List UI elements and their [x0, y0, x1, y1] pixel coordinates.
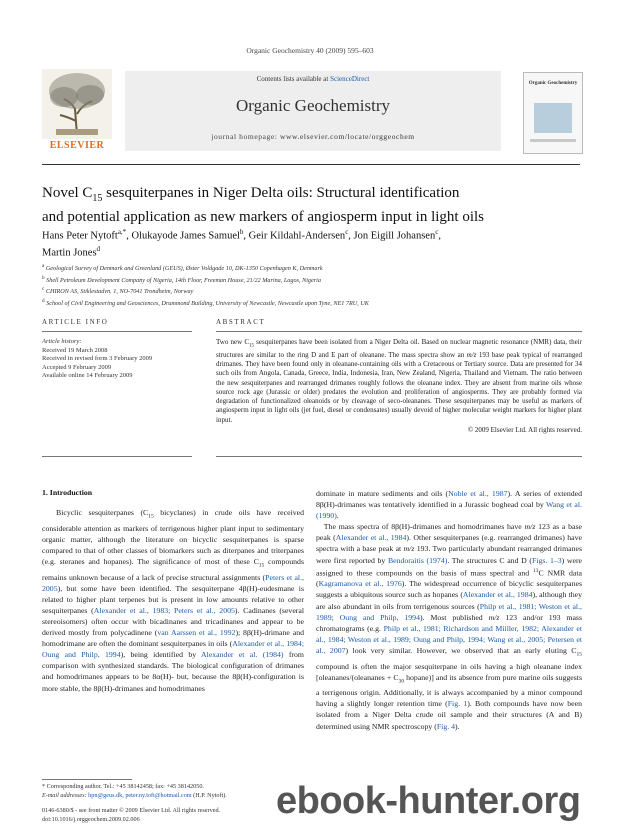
italic-term: m/z [403, 544, 415, 554]
body-text: The mass spectra of 8β(H)-drimanes and homodrimanes have [316, 522, 525, 532]
front-matter-footer [42, 807, 304, 824]
body-text: ) were assigned to these compounds on the basis of mass spectral and [316, 555, 583, 578]
revised-date: Received in revised form 3 February 2009 [42, 355, 153, 363]
abstract-part: 193 base peak typical of rearranged drimanes. They have been found only in oleanane-containing oils with a Cretaceous or Tertiary source. Data are presented for 34 such oils from Angola, Canada, Greece, India, Indonesia, Iran, New Zealand, Nigeria, Thailand and Vietnam. The ratio between the new sesquiterpanes and rearranged drimanes roughly follows the oleanane index. They are absent from marine oils whose source rock age (Jurassic or older) predates the evolution and proliferation of angiosperms. They are probably formed via degradation of functionalized oleanoids or by cleavage of seco-oleananes. These sesquiterpanes may be useful as markers of angiosperm input in light oils (jet fuel, diesel or condensates) usually devoid of higher molecular weight markers for higher plant input. [216, 350, 582, 424]
doi-line[interactable]: doi:10.1016/j.orggeochem.2009.02.006 [42, 815, 140, 823]
citation-link[interactable]: Alexander et al., 1984 [462, 590, 533, 600]
body-text: ). Most published [419, 612, 489, 622]
body-text: ), but some have been identified. The sesquiterpane 4β(H)-eudesmane is related to higher plant terpenes but is present in low amounts relative to other sesquiterpanes ( [42, 583, 304, 615]
body-text: ). Both compounds have now been isolated from a Niger Delta crude oil sample and their structures (A and B) determined using NMR spectroscopy ( [316, 699, 582, 731]
abstract-rule [216, 331, 582, 332]
abstract-subscript: 15 [249, 343, 255, 349]
affiliation-mark: b [42, 274, 45, 281]
affiliation-text: Geological Survey of Denmark and Greenland (GEUS), Øster Voldgade 10, DK-1350 Copenhagen K, Denmark [44, 265, 323, 273]
author-name: Hans Peter Nytoft [42, 230, 118, 242]
online-date: Available online 14 February 2009 [42, 372, 133, 380]
body-text: . The structures C and D ( [447, 555, 532, 565]
cover-title: Organic Geochemistry [528, 81, 578, 86]
affiliation-text: Shell Petroleum Development Company of Nigeria, 14th Floor, Freeman House, 21/22 Marina, Lagos, Nigeria [44, 276, 321, 284]
author-affiliation-mark: d [96, 244, 101, 253]
body-text: ). Other sesquiterpanes (e.g. rearranged drimanes) have spectra with a base peak at [316, 533, 582, 554]
body-text: ). [455, 721, 460, 731]
affiliation-text: CHIRON AS, Stiklestadvn. 1, NO-7041 Trondheim, Norway [44, 288, 194, 296]
author-name: Jon Eigill Johansen [353, 230, 436, 242]
body-text: C NMR data ( [316, 568, 582, 589]
article-info-rule [42, 331, 192, 332]
journal-homepage [125, 132, 501, 141]
author-affiliation-mark: a,* [117, 228, 127, 236]
contents-prefix: Contents lists available at [256, 75, 331, 83]
author-name: Geir Kildahl-Andersen [248, 230, 346, 242]
article-history [42, 338, 192, 381]
citation-link[interactable]: van Aarssen et al., 1992 [157, 628, 236, 638]
citation-link[interactable]: Fig. 4 [436, 721, 456, 731]
abstract-part: sesquiterpanes have been isolated from a Niger Delta oil. Based on nuclear magnetic resonance (NMR) data, their structures are similar to the ring D and E part of oleanane. The mass spectra show an [216, 338, 582, 359]
citation-link[interactable]: Peters et al., 2005 [42, 572, 305, 593]
body-text: bicyclanes) in crude oils have received considerable attention as markers of terrigenous higher plant input to sedimentary organic matter, although the literature on bicyclic sesquiterpanes is sparse compared to that of other classes of biomarkers such as diterpanes and triterpanes (e.g. steranes and hopanes). The significance of most of these C [42, 508, 304, 566]
affiliation-mark: a [42, 263, 45, 269]
affiliation-list [42, 262, 582, 308]
journal-reference: Organic Geochemistry 40 (2009) 595–603 [246, 46, 374, 55]
subscript: 15 [576, 651, 582, 658]
citation-link[interactable]: Alexander et al., 1984; Oung and Philp, 1994 [42, 639, 304, 660]
subscript: 15 [258, 562, 265, 569]
introduction-heading: 1. Introduction [42, 488, 93, 497]
intro-left-column [42, 507, 304, 694]
body-text: Bicyclic sesquiterpanes (C [56, 508, 149, 517]
citation-link[interactable]: Philp et al., 1981; Weston et al., 1989; Oung and Philp, 1994 [316, 601, 582, 622]
body-text: ) look very similar. However, we observed that an early eluting C [345, 645, 577, 655]
journal-name: Organic Geochemistry [235, 96, 391, 115]
italic-term: m/z [524, 522, 536, 532]
abstract-bottom-rule [216, 456, 582, 457]
abstract-part: Two new C [216, 338, 250, 346]
footnote-contact: * Corresponding author. Tel.: +45 38142458; fax: +45 38142050. [42, 783, 204, 790]
info-bottom-rule [42, 456, 192, 457]
article-title [42, 184, 582, 226]
body-text: dominate in mature sediments and oils ( [316, 489, 449, 498]
body-text: . [336, 511, 339, 521]
body-text: ), being identified by [120, 650, 202, 660]
footnote-rule [42, 779, 132, 780]
citation-link[interactable]: Wang et al. (1990) [316, 500, 583, 521]
body-text: compounds remains unknown because of a lack of precise structural assignments ( [42, 556, 304, 582]
citation-link[interactable]: Bendoraitis (1974) [387, 555, 448, 565]
title-part: Novel C [42, 185, 93, 201]
elsevier-wordmark: ELSEVIER [49, 140, 105, 151]
header-rule [42, 164, 580, 165]
abstract-heading: ABSTRACT [216, 318, 266, 326]
affiliation [42, 262, 582, 274]
body-text: hopane)] and its absence from pure marine oils suggests a terrigenous origin. Additionally, it is always accompanied by a minor compound having a slightly longer retention time ( [316, 672, 582, 709]
title-subscript: 15 [92, 193, 103, 204]
citation-link[interactable]: Fig. 1 [447, 699, 468, 709]
body-text: ). Cadinanes (several stereoisomers) often occur with bicadinanes and tricadinanes and appear to be derived mostly from polycadinene ( [42, 605, 305, 638]
affiliation [42, 297, 582, 309]
citation-link[interactable]: Noble et al., 1987 [448, 489, 508, 498]
author-affiliation-mark: c [345, 228, 349, 236]
author-list: Hans Peter Nytoft$^{a,*}$, Olukayode James Samuel$^b$, Geir Kildahl-Andersen$^c$, Jon Eigill Johansen$^c$, Martin Jones$^d$ [42, 228, 441, 258]
subscript: 30 [398, 678, 405, 685]
received-date: Received 19 March 2008 [42, 346, 108, 354]
corresponding-author-footnote [42, 783, 304, 800]
citation-link[interactable]: Alexander et al., 1983; Peters et al., 2005 [93, 605, 235, 615]
affiliation [42, 274, 582, 286]
email-suffix: (H.P. Nytoft). [191, 791, 227, 799]
history-label: Article history: [42, 338, 82, 345]
affiliation-mark: c [42, 286, 45, 293]
contents-line [125, 75, 501, 83]
body-text: 123 as a base peak ( [316, 522, 582, 543]
footnote-emails-line [42, 792, 304, 801]
body-text: from comparison with synthesized standards. The biological configuration of drimanes and homodrimanes appears to be 8α(H)- but, because the 8β(H)-configuration is more stable, the 8β(H)-drimanes and homodrimanes [42, 650, 304, 693]
superscript: 13 [532, 567, 539, 574]
affiliation-mark: d [42, 297, 45, 304]
body-text: 123 and/or 193 mass chromatograms (e.g. [316, 612, 582, 633]
author-affiliation-mark: c [435, 228, 439, 236]
abstract-text [216, 338, 582, 435]
watermark-text: ebook-hunter.org [276, 780, 581, 822]
homepage-link[interactable]: www.elsevier.com/locate/orggeochem [279, 132, 415, 141]
affiliation-text: School of Civil Engineering and Geosciences, Drummond Building, University of Newcastle, Newcastle upon Tyne, NE1 7RU, UK [44, 299, 369, 307]
italic-term: m/z [488, 612, 500, 622]
citation-link[interactable]: Figs. 1–3 [531, 555, 562, 565]
article-info-heading: ARTICLE INFO [42, 318, 109, 326]
abstract-mz: m/z [466, 350, 477, 359]
email-links[interactable]: hpn@geus.dk, peter.ny.toft@hotmail.com [88, 791, 192, 799]
email-label: E-mail addresses: [42, 791, 89, 799]
author-name: Olukayode James Samuel [131, 230, 240, 242]
title-part: sesquiterpanes in Niger Delta oils: Structural identification [102, 185, 460, 201]
intro-right-column [316, 488, 582, 732]
issn-line: 0146-6380/$ - see front matter © 2009 Elsevier Ltd. All rights reserved. [42, 807, 221, 814]
homepage-prefix: journal homepage: [211, 132, 280, 141]
author-affiliation-mark: b [239, 228, 244, 236]
body-text: ). The widespread occurrence of bicyclic sesquiterpanes suggests a ubiquitous source such as hopanes ( [316, 579, 582, 600]
body-text: ), although they are also abundant in oils from terrigenous sources ( [316, 590, 582, 611]
body-text: 193. Two particularly abundant rearranged drimanes were first reported by [316, 544, 583, 565]
body-text: compound is often the major sesquiterpane in oils having a high oleanane index [oleananes/(oleananes + C [316, 661, 582, 682]
subscript: 15 [148, 513, 154, 520]
citation-link[interactable]: Alexander et al., 1984 [335, 533, 407, 543]
citation-link[interactable]: Philp et al., 1981; Richardson and Miiller, 1982; Alexander et al., 1984; Weston et al., 1989; Oung and Philp, 1994; Wang et al., 2005; Petersen et al., 2007 [316, 623, 582, 655]
abstract-copyright: © 2009 Elsevier Ltd. All rights reserved. [467, 426, 582, 435]
affiliation [42, 285, 582, 297]
accepted-date: Accepted 9 February 2009 [42, 363, 112, 371]
author-name: Martin Jones [42, 247, 97, 258]
title-line-2: and potential application as new markers of angiosperm input in light oils [42, 209, 484, 225]
sciencedirect-link[interactable]: ScienceDirect [330, 75, 370, 83]
body-text: ); 8β(H)-drimane and homodrimane are often the dominant sesquiterpanes in oils ( [42, 628, 304, 649]
citation-link[interactable]: Alexander et al. (1984) [201, 650, 284, 660]
citation-link[interactable]: Kagramanova et al., 1976 [318, 579, 402, 589]
journal-cover-thumbnail [523, 72, 583, 154]
body-text: ). A series of extended 8β(H)-drimanes was tentatively identified in a Jurassic boghead coal by [316, 489, 582, 510]
